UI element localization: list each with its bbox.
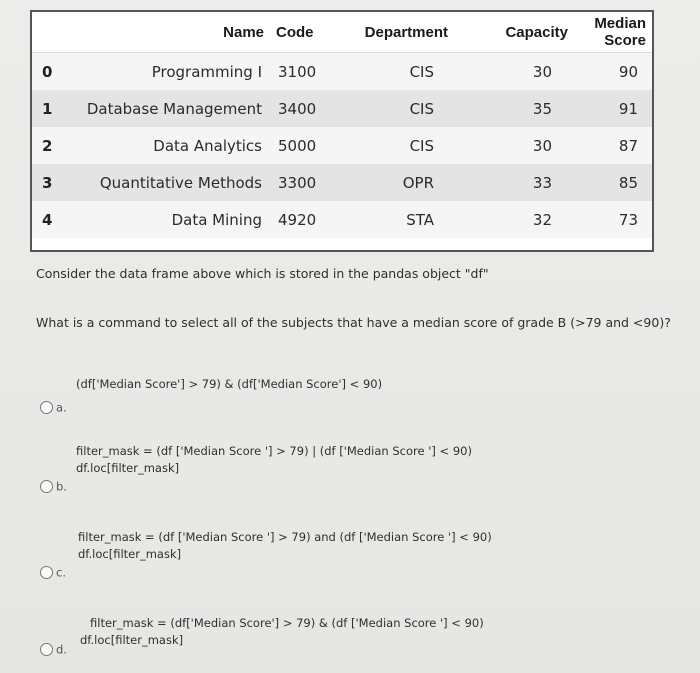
cell-name: Data Mining: [74, 201, 270, 238]
option-a-code: [76, 376, 382, 393]
option-b-code: [76, 443, 472, 477]
header-code: Code: [270, 12, 346, 53]
table-row: [32, 127, 652, 164]
radio-button-b[interactable]: [40, 480, 53, 493]
cell-median-score: 85: [574, 164, 652, 201]
option-a-line1: (df['Median Score'] > 79) & (df['Median Score'] < 90): [76, 377, 383, 391]
cell-capacity: 32: [454, 201, 574, 238]
header-index: [32, 12, 74, 53]
radio-button-a[interactable]: [40, 401, 53, 414]
radio-button-d[interactable]: [40, 643, 53, 656]
option-b[interactable]: [40, 479, 67, 494]
cell-name: Data Analytics: [74, 127, 270, 164]
row-index: 3: [32, 164, 74, 201]
row-index: 1: [32, 90, 74, 127]
question-prompt: What is a command to select all of the subjects that have a median score of grade B (>79 and <90)?: [36, 315, 671, 330]
option-d[interactable]: [40, 642, 67, 657]
cell-code: 4920: [270, 201, 346, 238]
row-index: 0: [32, 53, 74, 91]
cell-department: STA: [346, 201, 454, 238]
option-d-code-line2: df.loc[filter_mask]: [80, 633, 184, 647]
table-header-row: [32, 12, 652, 53]
cell-department: OPR: [346, 164, 454, 201]
cell-median-score: 87: [574, 127, 652, 164]
cell-capacity: 30: [454, 127, 574, 164]
radio-button-c[interactable]: [40, 566, 53, 579]
cell-department: CIS: [346, 127, 454, 164]
table-row: [32, 201, 652, 238]
header-department: Department: [346, 12, 454, 53]
option-d-code: [90, 615, 484, 632]
cell-code: 3400: [270, 90, 346, 127]
cell-capacity: 30: [454, 53, 574, 91]
table-row: [32, 164, 652, 201]
header-capacity: Capacity: [454, 12, 574, 53]
header-median-score: Median Score: [574, 12, 652, 53]
cell-median-score: 91: [574, 90, 652, 127]
option-c-letter: c.: [56, 565, 66, 580]
option-d-line1: filter_mask = (df['Median Score'] > 79) & (df ['Median Score '] < 90): [90, 616, 484, 630]
row-index: 4: [32, 201, 74, 238]
cell-code: 5000: [270, 127, 346, 164]
option-a[interactable]: [40, 400, 67, 415]
dataframe-table: [32, 12, 652, 238]
option-c[interactable]: [40, 565, 66, 580]
cell-department: CIS: [346, 53, 454, 91]
cell-capacity: 35: [454, 90, 574, 127]
cell-name: Quantitative Methods: [74, 164, 270, 201]
question-context: Consider the data frame above which is stored in the pandas object "df": [36, 266, 489, 281]
cell-name: Programming I: [74, 53, 270, 91]
cell-name: Database Management: [74, 90, 270, 127]
header-name: Name: [74, 12, 270, 53]
option-b-line1: filter_mask = (df ['Median Score '] > 79) | (df ['Median Score '] < 90): [76, 444, 472, 458]
option-b-letter: b.: [56, 479, 67, 494]
row-index: 2: [32, 127, 74, 164]
cell-code: 3100: [270, 53, 346, 91]
cell-median-score: 90: [574, 53, 652, 91]
dataframe-table-frame: [30, 10, 654, 252]
option-b-line2: df.loc[filter_mask]: [76, 461, 180, 475]
option-a-letter: a.: [56, 400, 67, 415]
option-d-letter: d.: [56, 642, 67, 657]
option-c-line1: filter_mask = (df ['Median Score '] > 79) and (df ['Median Score '] < 90): [78, 530, 492, 544]
cell-code: 3300: [270, 164, 346, 201]
table-row: [32, 90, 652, 127]
cell-median-score: 73: [574, 201, 652, 238]
cell-capacity: 33: [454, 164, 574, 201]
table-row: [32, 53, 652, 91]
cell-department: CIS: [346, 90, 454, 127]
option-c-line2: df.loc[filter_mask]: [78, 547, 182, 561]
option-c-code: [78, 529, 492, 563]
